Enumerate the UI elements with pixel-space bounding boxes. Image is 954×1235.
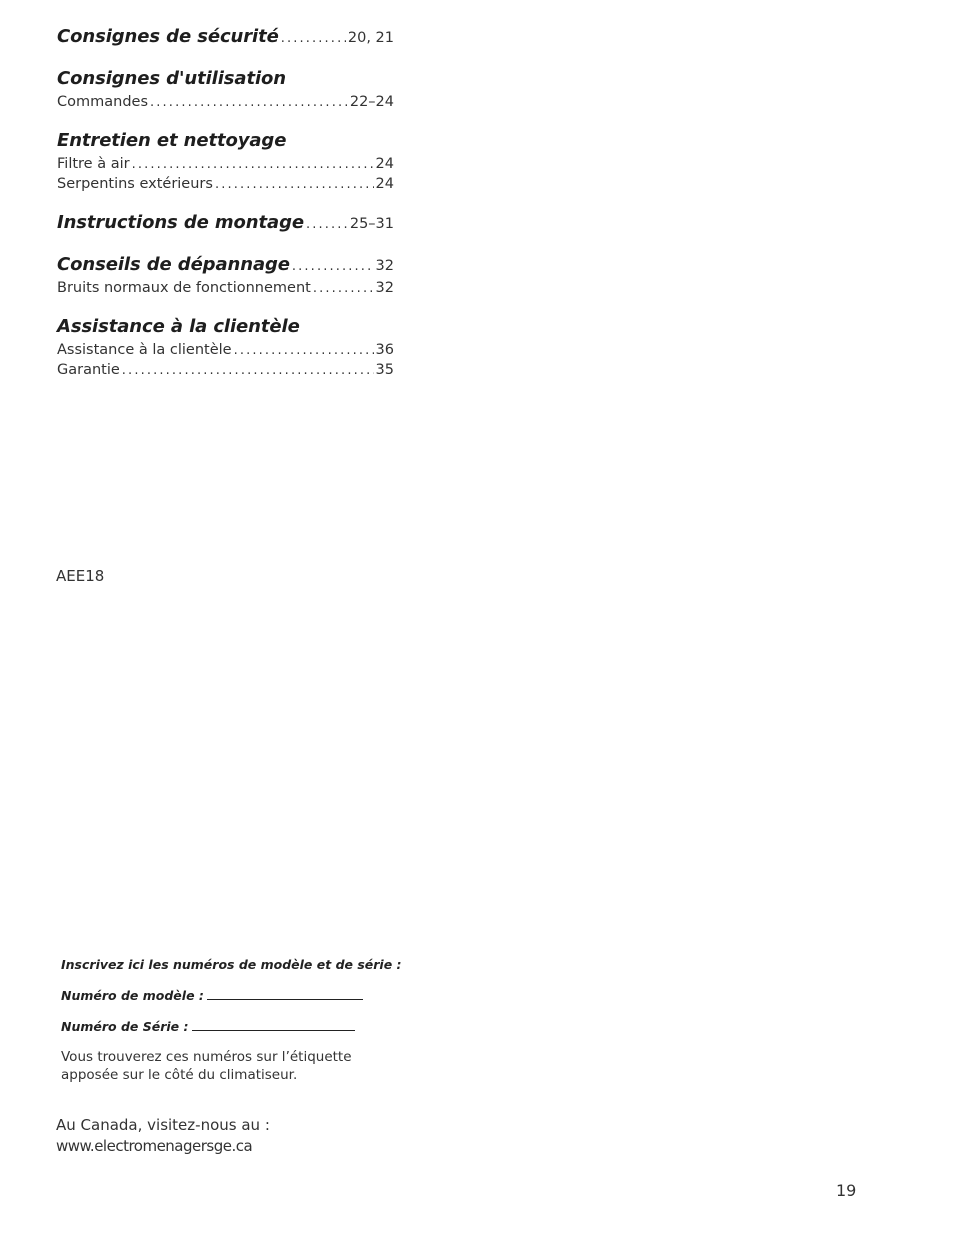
dot-leader: [306, 217, 348, 232]
toc-entry-label: Garantie: [57, 362, 120, 378]
toc-entry-label: Commandes: [57, 94, 149, 110]
dot-leader: [281, 31, 346, 46]
toc-section-utilisation: [57, 66, 394, 112]
toc-section-montage: [57, 210, 394, 236]
toc-section-securite: [57, 24, 394, 50]
model-number-line: [61, 988, 401, 1003]
toc-page-number: 36: [375, 342, 394, 358]
toc-heading[interactable]: [57, 66, 394, 92]
toc-entry-label: Bruits normaux de fonctionnement: [57, 280, 311, 296]
dot-leader: [122, 363, 374, 378]
toc-entry[interactable]: [57, 174, 394, 194]
toc-heading[interactable]: [57, 128, 394, 154]
dot-leader: [215, 177, 374, 192]
toc-page-number: 24: [375, 176, 394, 192]
table-of-contents: [57, 24, 394, 396]
toc-section-assistance: [57, 314, 394, 380]
model-serial-record: [61, 957, 401, 1084]
toc-page-number: 32: [375, 258, 394, 274]
record-heading: Inscrivez ici les numéros de modèle et de série :: [61, 957, 402, 972]
dot-leader: [132, 157, 374, 172]
toc-page-number: 24: [375, 156, 394, 172]
model-number-blank: [207, 989, 363, 1000]
toc-heading-title: Consignes de sécurité: [57, 26, 279, 47]
canada-visit-text: Au Canada, visitez-nous au :: [56, 1116, 270, 1134]
toc-entry[interactable]: [57, 278, 394, 298]
dot-leader: [150, 95, 348, 110]
canada-contact: [56, 1115, 270, 1157]
toc-page-number: 20, 21: [347, 30, 394, 46]
toc-entry[interactable]: [57, 340, 394, 360]
model-number-label: Numéro de modèle :: [61, 988, 204, 1003]
toc-heading-title: Conseils de dépannage: [57, 254, 290, 275]
page-number: 19: [836, 1181, 857, 1200]
toc-entry-label: Filtre à air: [57, 156, 130, 172]
toc-heading-title: Assistance à la clientèle: [57, 316, 300, 337]
toc-entry[interactable]: [57, 360, 394, 380]
record-note: Vous trouverez ces numéros sur l’étiquette apposée sur le côté du climatiseur.: [61, 1049, 352, 1083]
toc-heading-title: Consignes d'utilisation: [57, 68, 287, 89]
toc-heading-title: Instructions de montage: [57, 212, 304, 233]
serial-number-label: Numéro de Série :: [61, 1019, 189, 1034]
toc-heading[interactable]: [57, 314, 394, 340]
toc-entry-label: Assistance à la clientèle: [57, 342, 232, 358]
toc-heading-title: Entretien et nettoyage: [57, 130, 287, 151]
serial-number-line: [61, 1019, 401, 1034]
toc-heading[interactable]: [57, 252, 394, 278]
toc-heading[interactable]: [57, 210, 394, 236]
serial-number-blank: [192, 1020, 355, 1031]
toc-entry-label: Serpentins extérieurs: [57, 176, 213, 192]
toc-page-number: 32: [375, 280, 394, 296]
website-link[interactable]: www.electromenagersge.ca: [56, 1137, 253, 1155]
toc-page-number: 35: [375, 362, 394, 378]
toc-heading[interactable]: [57, 24, 394, 50]
toc-entry[interactable]: [57, 154, 394, 174]
dot-leader: [313, 281, 374, 296]
toc-section-entretien: [57, 128, 394, 194]
toc-page-number: 25–31: [349, 216, 394, 232]
model-code: AEE18: [56, 567, 105, 585]
toc-entry[interactable]: [57, 92, 394, 112]
toc-page-number: 22–24: [349, 94, 394, 110]
dot-leader: [234, 343, 374, 358]
toc-section-depannage: [57, 252, 394, 298]
dot-leader: [292, 259, 374, 274]
